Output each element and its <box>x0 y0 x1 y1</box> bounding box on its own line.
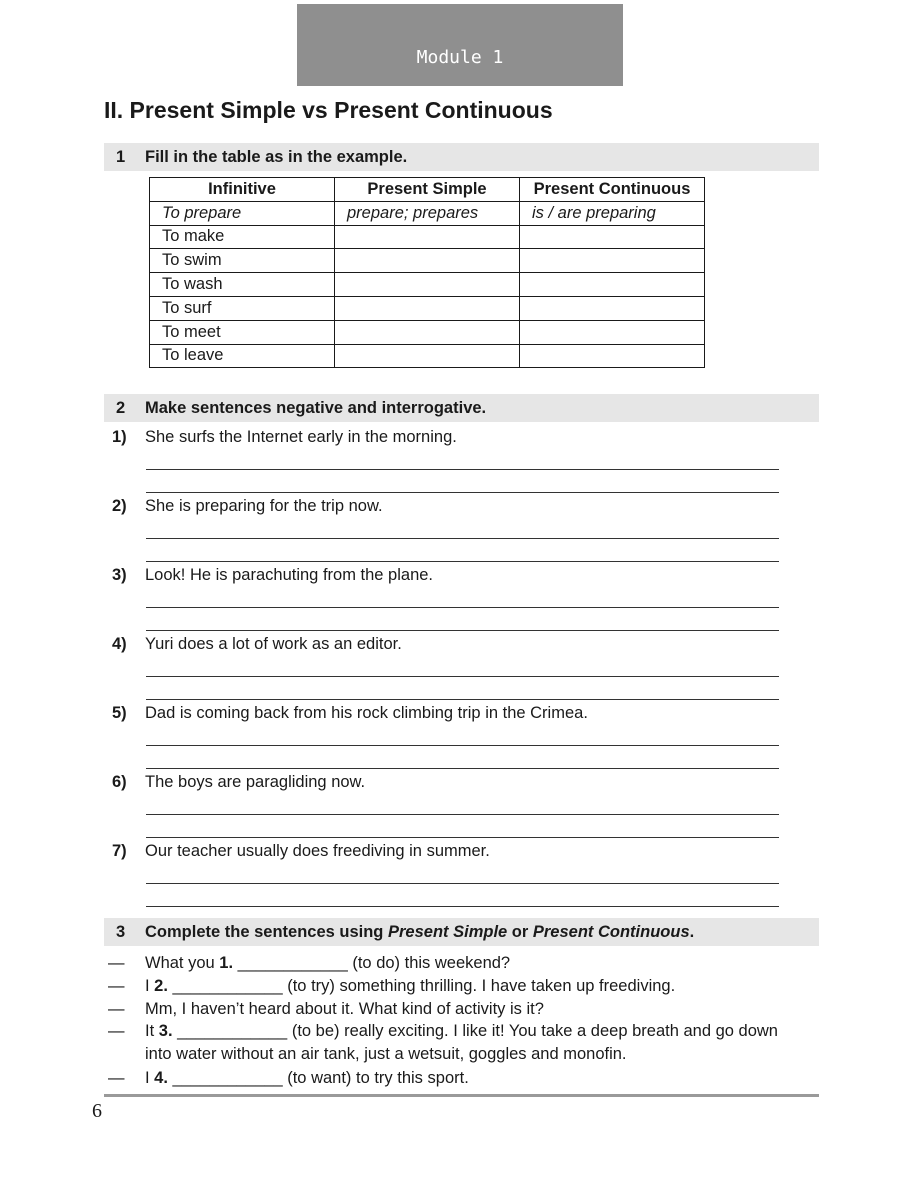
table-cell: prepare; prepares <box>335 201 520 225</box>
dialogue-text: I 4. ____________ (to want) to try this sport. <box>145 1069 469 1087</box>
footer-rule <box>104 1094 819 1097</box>
answer-cell[interactable] <box>520 296 705 320</box>
task-instruction: Fill in the table as in the example. <box>145 147 408 166</box>
answer-line[interactable] <box>146 676 779 677</box>
table-row <box>150 225 705 249</box>
section-title: II. Present Simple vs Present Continuous <box>104 97 553 123</box>
dialogue-line <box>108 952 808 975</box>
sentence-text: Look! He is parachuting from the plane. <box>145 566 434 584</box>
dialogue-line <box>108 1020 808 1066</box>
column-header: Present Continuous <box>520 178 705 202</box>
dialogue-text: I 2. ____________ (to try) something thrilling. I have taken up freediving. <box>145 977 676 995</box>
item-number: 7) <box>112 842 127 860</box>
item-number: 2) <box>112 497 127 515</box>
table-header-row <box>150 178 705 202</box>
answer-line[interactable] <box>146 814 779 815</box>
sentence-text: She is preparing for the trip now. <box>145 497 383 515</box>
task-instruction: Complete the sentences using Present Simple or Present Continuous. <box>145 922 695 941</box>
table-cell: To leave <box>150 344 335 368</box>
dash: — <box>108 1069 125 1087</box>
table-cell: To make <box>150 225 335 249</box>
sentence-text: Yuri does a lot of work as an editor. <box>145 635 402 653</box>
answer-line[interactable] <box>146 492 779 493</box>
dialogue-line <box>108 975 808 998</box>
page-number: 6 <box>92 1100 102 1122</box>
answer-line[interactable] <box>146 699 779 700</box>
answer-line[interactable] <box>146 469 779 470</box>
sentence-text: Our teacher usually does freediving in summer. <box>145 842 490 860</box>
column-header: Infinitive <box>150 178 335 202</box>
table-cell: To swim <box>150 249 335 273</box>
dash: — <box>108 977 125 995</box>
answer-cell[interactable] <box>335 296 520 320</box>
verb-forms-table <box>149 177 705 368</box>
item-number: 3) <box>112 566 127 584</box>
gap-number: 3. <box>158 1022 173 1040</box>
answer-line[interactable] <box>146 630 779 631</box>
sentence-item <box>112 635 782 654</box>
sentence-item <box>112 497 782 516</box>
answer-cell[interactable] <box>335 225 520 249</box>
task-3-header <box>104 918 819 946</box>
table-row <box>150 344 705 368</box>
answer-line[interactable] <box>146 883 779 884</box>
answer-cell[interactable] <box>520 273 705 297</box>
answer-line[interactable] <box>146 538 779 539</box>
task-number: 1 <box>116 147 126 166</box>
table-row <box>150 273 705 297</box>
answer-line[interactable] <box>146 768 779 769</box>
answer-cell[interactable] <box>520 344 705 368</box>
sentence-item <box>112 566 782 585</box>
answer-cell[interactable] <box>335 249 520 273</box>
task-instruction: Make sentences negative and interrogative. <box>145 398 487 417</box>
answer-cell[interactable] <box>335 344 520 368</box>
table-cell: To meet <box>150 320 335 344</box>
answer-line[interactable] <box>146 561 779 562</box>
gap-number: 4. <box>154 1069 168 1087</box>
sentence-text: The boys are paragliding now. <box>145 773 366 791</box>
item-number: 1) <box>112 428 127 446</box>
answer-line[interactable] <box>146 607 779 608</box>
task-2-header <box>104 394 819 422</box>
table-row <box>150 320 705 344</box>
task-number: 3 <box>116 922 126 941</box>
table-cell: To wash <box>150 273 335 297</box>
answer-cell[interactable] <box>520 249 705 273</box>
dash: — <box>108 954 125 972</box>
item-number: 6) <box>112 773 127 791</box>
answer-line[interactable] <box>146 745 779 746</box>
dialogue-text: It 3. ____________ (to be) really exciting. I like it! You take a deep breath and go down into water without an air tank, just a wetsuit, goggles and monofin. <box>145 1022 778 1063</box>
table-cell: To surf <box>150 296 335 320</box>
task-1-header <box>104 143 819 171</box>
gap-number: 1. <box>219 954 234 972</box>
dialogue-line <box>108 998 808 1021</box>
item-number: 4) <box>112 635 127 653</box>
table-row <box>150 201 705 225</box>
column-header: Present Simple <box>335 178 520 202</box>
sentence-text: She surfs the Internet early in the morning. <box>145 428 457 446</box>
gap-number: 2. <box>154 977 168 995</box>
sentence-item <box>112 773 782 792</box>
answer-line[interactable] <box>146 837 779 838</box>
answer-line[interactable] <box>146 906 779 907</box>
table-row <box>150 296 705 320</box>
table-cell: To prepare <box>150 201 335 225</box>
answer-cell[interactable] <box>520 225 705 249</box>
answer-cell[interactable] <box>335 320 520 344</box>
table-row <box>150 249 705 273</box>
dialogue-line <box>108 1067 808 1090</box>
dialogue-text: Mm, I haven’t heard about it. What kind of activity is it? <box>145 1000 544 1018</box>
dash: — <box>108 1022 125 1040</box>
answer-cell[interactable] <box>520 320 705 344</box>
sentence-item <box>112 842 782 861</box>
sentence-item <box>112 704 782 723</box>
dialogue-text: What you 1. ____________ (to do) this weekend? <box>145 954 511 972</box>
sentence-item <box>112 428 782 447</box>
task-number: 2 <box>116 398 126 417</box>
dash: — <box>108 1000 125 1018</box>
answer-cell[interactable] <box>335 273 520 297</box>
table-cell: is / are preparing <box>520 201 705 225</box>
module-header <box>297 4 623 86</box>
module-label: Module 1 <box>416 47 504 68</box>
sentence-text: Dad is coming back from his rock climbing trip in the Crimea. <box>145 704 588 722</box>
item-number: 5) <box>112 704 127 722</box>
